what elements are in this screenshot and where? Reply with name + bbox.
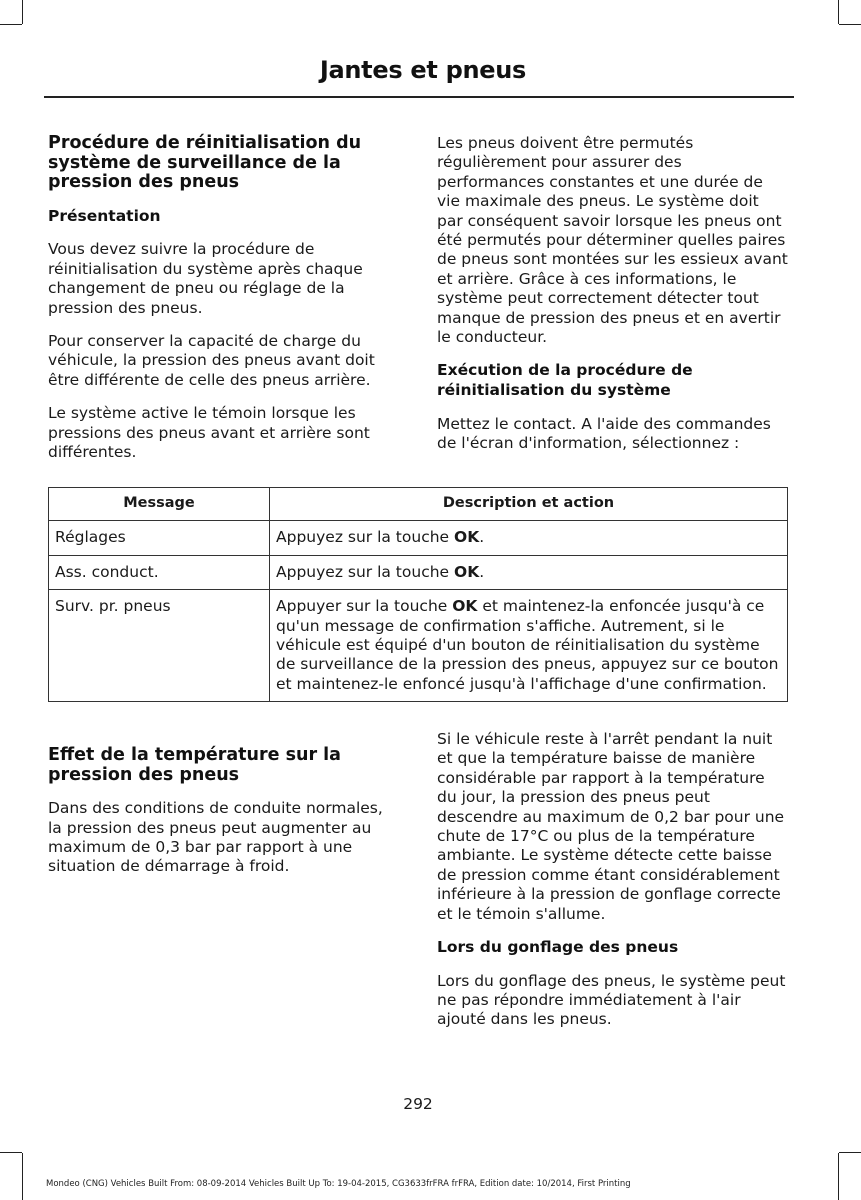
paragraph: Mettez le contact. A l'aide des commandes de l'écran d'information, sélectionnez :	[437, 414, 771, 453]
section-title: Effet de la température sur la pression des pneus	[48, 745, 341, 785]
description-cell: Appuyez sur la touche OK.	[270, 555, 788, 589]
right-column	[437, 134, 789, 467]
crop-mark	[839, 24, 861, 25]
table-row	[49, 555, 788, 589]
footer-text: Mondeo (CNG) Vehicles Built From: 08-09-2014 Vehicles Built Up To: 19-04-2015, CG3633frFRA frFRA, Edition date: 10/2014, First Printing	[46, 1179, 631, 1189]
paragraph: Dans des conditions de conduite normales, la pression des pneus peut augmenter au maximum de 0,3 bar par rapport à une situation de démarrage à froid.	[48, 799, 383, 876]
crop-mark	[22, 0, 23, 24]
column-header-message: Message	[49, 488, 270, 521]
paragraph: Le système active le témoin lorsque les pressions des pneus avant et arrière sont différentes.	[48, 404, 370, 462]
bottom-right-column	[437, 730, 789, 1044]
table-row	[49, 521, 788, 555]
ok-key: OK	[454, 528, 480, 547]
description-cell: Appuyez sur la touche OK.	[270, 521, 788, 555]
paragraph: Les pneus doivent être permutés régulièrement pour assurer des performances constantes et une durée de vie maximale des pneus. Le système doit par conséquent savoir lorsque les pneus ont été permutés pour déterminer quelles paires de pneus sont montées sur les essieux avant et arrière. Grâce à ces informations, le système peut correctement détecter tout manque de pression des pneus et en avertir le conducteur.	[437, 134, 788, 347]
crop-mark	[0, 1152, 22, 1153]
paragraph: Lors du gonflage des pneus, le système peut ne pas répondre immédiatement à l'air ajouté dans les pneus.	[437, 971, 786, 1029]
subheading: Lors du gonflage des pneus	[437, 938, 679, 957]
subheading: Exécution de la procédure de réinitialisation du système	[437, 361, 693, 400]
paragraph: Si le véhicule reste à l'arrêt pendant la nuit et que la température baisse de manière considérable par rapport à la température du jour, la pression des pneus peut descendre au maximum de 0,2 bar pour une chute de 17°C ou plus de la température ambiante. Le système détecte cette baisse de pression comme étant considérablement inférieure à la pression de gonflage correcte et le témoin s'allume.	[437, 730, 785, 923]
description-cell: Appuyer sur la touche OK et maintenez-la enfoncée jusqu'à ce qu'un message de confirmation s'affiche. Autrement, si le véhicule est équipé d'un bouton de réinitialisation du système de surveillance de la pression des pneus, appuyez sur ce bouton et maintenez-le enfoncé jusqu'à l'affichage d'une confirmation.	[270, 590, 788, 702]
table-row	[49, 590, 788, 702]
section-title: Procédure de réinitialisation du système de surveillance de la pression des pneus	[48, 133, 362, 193]
bottom-left-column	[48, 746, 400, 891]
message-cell: Surv. pr. pneus	[49, 590, 270, 702]
header-divider	[44, 96, 794, 98]
crop-mark	[22, 1153, 23, 1200]
column-header-description: Description et action	[270, 488, 788, 521]
crop-mark	[838, 1153, 839, 1200]
paragraph: Pour conserver la capacité de charge du véhicule, la pression des pneus avant doit être différente de celle des pneus arrière.	[48, 332, 375, 389]
ok-key: OK	[454, 562, 480, 581]
message-cell: Ass. conduct.	[49, 555, 270, 589]
crop-mark	[839, 1152, 861, 1153]
crop-mark	[0, 24, 22, 25]
subheading: Présentation	[48, 206, 161, 225]
left-column	[48, 134, 400, 476]
page-number: 292	[403, 1095, 433, 1113]
page-title: Jantes et pneus	[319, 56, 526, 84]
ok-key: OK	[452, 597, 478, 616]
message-table	[48, 487, 788, 702]
crop-mark	[838, 0, 839, 24]
table-header-row	[49, 488, 788, 521]
paragraph: Vous devez suivre la procédure de réinitialisation du système après chaque changement de pneu ou réglage de la pression des pneus.	[48, 240, 363, 317]
message-cell: Réglages	[49, 521, 270, 555]
